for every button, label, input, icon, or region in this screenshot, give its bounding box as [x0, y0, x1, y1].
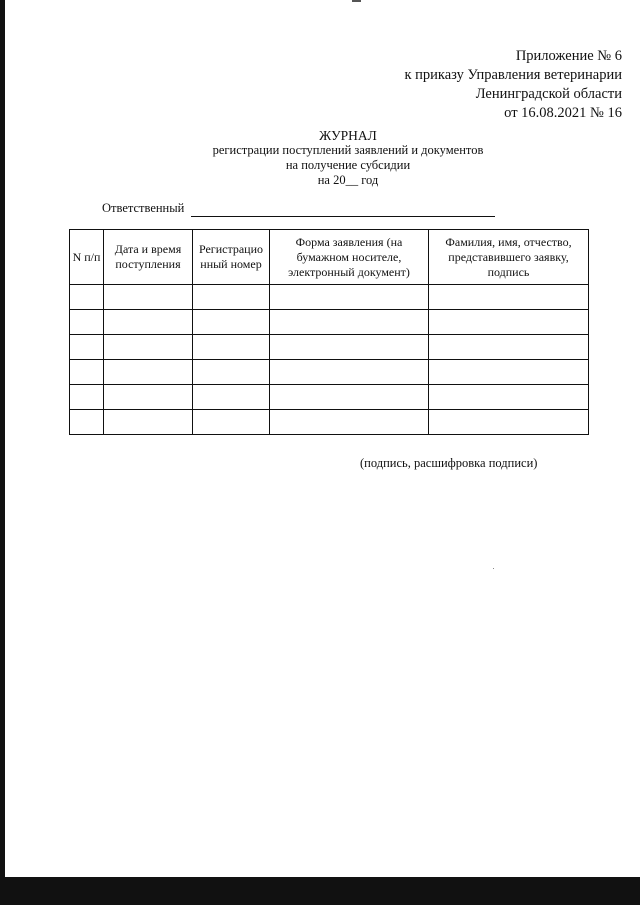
table-cell	[270, 285, 429, 310]
column-header-number: N п/п	[70, 230, 104, 285]
document-subtitle-2: на получение субсидии	[285, 158, 411, 172]
table-cell	[193, 385, 270, 410]
signature-caption: (подпись, расшифровка подписи)	[360, 456, 538, 470]
responsible-underline	[191, 216, 495, 217]
table-header-row	[70, 230, 589, 285]
table-cell	[270, 385, 429, 410]
scan-top-mark	[352, 0, 361, 2]
table-cell	[193, 360, 270, 385]
appendix-number: Приложение № 6	[515, 48, 622, 64]
table-cell	[193, 285, 270, 310]
table-cell	[104, 335, 193, 360]
table-cell	[429, 310, 589, 335]
table-cell	[270, 410, 429, 435]
table-cell	[193, 410, 270, 435]
responsible-label: Ответственный	[102, 201, 185, 215]
appendix-region: Ленинградской области	[475, 86, 622, 102]
table-row	[70, 385, 589, 410]
journal-table	[69, 229, 589, 435]
document-subtitle: регистрации поступлений заявлений и документов	[212, 143, 484, 157]
table-cell	[104, 410, 193, 435]
table-cell	[70, 335, 104, 360]
appendix-order-ref: к приказу Управления ветеринарии	[404, 67, 622, 83]
table-cell	[70, 385, 104, 410]
scan-left-border	[0, 0, 5, 905]
document-year-line: на 20__ год	[317, 173, 379, 187]
appendix-date: от 16.08.2021 № 16	[504, 105, 622, 121]
table-cell	[429, 410, 589, 435]
column-header-form: Форма заявления (на бумажном носителе, электронный документ)	[270, 230, 429, 285]
appendix-block	[292, 47, 622, 123]
document-title: ЖУРНАЛ	[319, 128, 377, 143]
column-header-datetime: Дата и время поступления	[104, 230, 193, 285]
table-cell	[429, 360, 589, 385]
table-row	[70, 285, 589, 310]
table-cell	[193, 335, 270, 360]
table-cell	[70, 310, 104, 335]
table-cell	[104, 310, 193, 335]
column-header-reg-number: Регистрацио нный номер	[193, 230, 270, 285]
table-cell	[193, 310, 270, 335]
table-cell	[429, 285, 589, 310]
table-cell	[104, 360, 193, 385]
table-cell	[104, 385, 193, 410]
column-header-applicant: Фамилия, имя, отчество, представившего заявку, подпись	[429, 230, 589, 285]
table-cell	[429, 335, 589, 360]
table-row	[70, 360, 589, 385]
scan-bottom-border	[0, 877, 640, 905]
scan-speck	[493, 568, 494, 569]
table-cell	[429, 385, 589, 410]
table-cell	[104, 285, 193, 310]
table-cell	[270, 360, 429, 385]
table-cell	[70, 410, 104, 435]
table-cell	[70, 360, 104, 385]
table-row	[70, 335, 589, 360]
table-cell	[70, 285, 104, 310]
document-heading	[148, 128, 548, 188]
table-cell	[270, 310, 429, 335]
table-cell	[270, 335, 429, 360]
table-row	[70, 410, 589, 435]
table-row	[70, 310, 589, 335]
